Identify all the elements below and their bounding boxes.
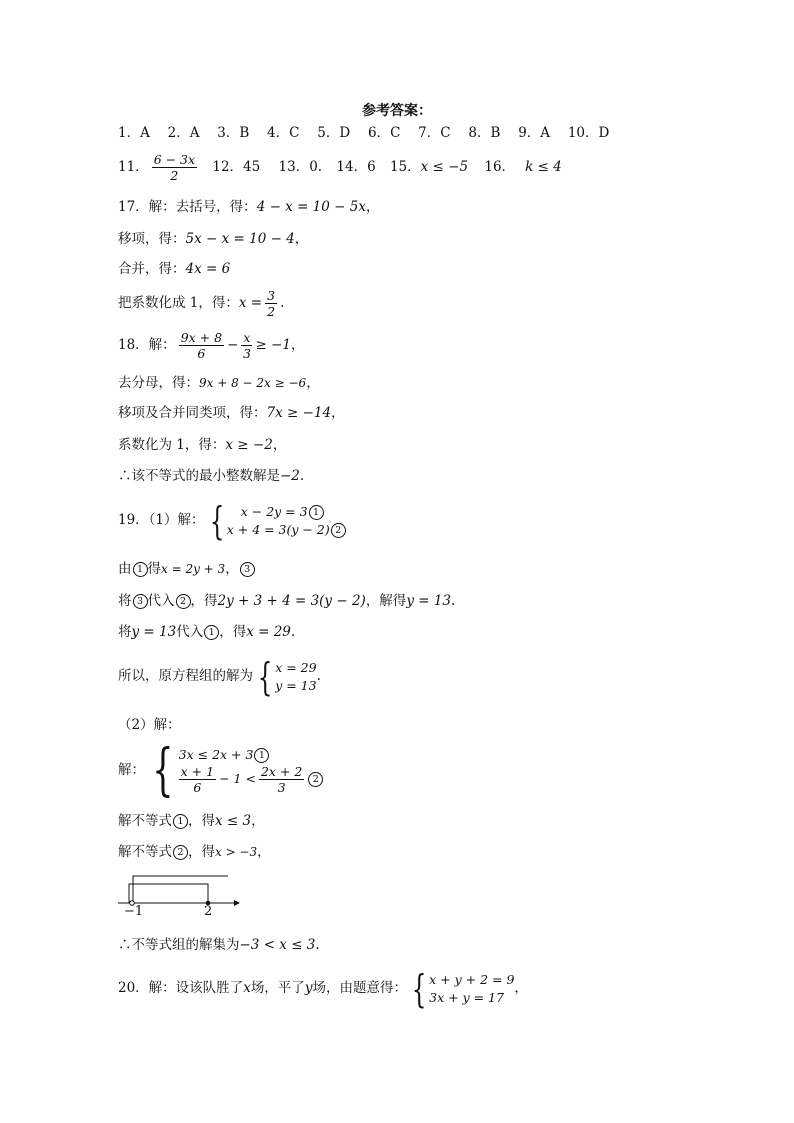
left-brace-icon: { xyxy=(152,737,174,803)
fill-in-answers xyxy=(118,152,562,183)
q19-inequality-2: 解不等式 2 ，得x > −3， xyxy=(118,844,271,860)
q18-fraction-2-denominator: 3 xyxy=(242,346,251,361)
multiple-choice-answers: 1．A 2．A 3．B 4．C 5．D 6．C 7．C 8．B 9．A 10．D xyxy=(118,125,610,141)
q17-step-1-text: 17．解：去括号，得： xyxy=(118,199,257,215)
q19-step-1-a: 由 xyxy=(118,561,132,577)
q17-step-1-math: 4 − x = 10 − 5x xyxy=(256,199,366,215)
q19-step-2-math: 2y + 3 + 4 = 3(y − 2) xyxy=(217,593,366,609)
q19-step-1-math: x = 2y + 3 xyxy=(161,562,226,576)
q19-system-2-fraction-2-denominator: 3 xyxy=(277,780,286,795)
q19-inequality-1-math: x ≤ 3 xyxy=(215,813,252,829)
circled-1-icon: 1 xyxy=(309,505,324,520)
q19-step-2-a: 将 xyxy=(118,593,132,609)
q19-step-2-answer: y = 13 xyxy=(406,593,452,609)
q19-step-3-b: 代入 xyxy=(176,624,204,640)
q17-fraction xyxy=(265,288,277,319)
solution-range-bracket-1 xyxy=(133,876,228,903)
solution-range-bracket-2 xyxy=(129,884,208,903)
q19-system-2 xyxy=(179,746,324,795)
q17-step-3-math: 4x = 6 xyxy=(185,261,231,277)
q19-step-3-answer: x = 29 xyxy=(246,624,291,640)
q19-conclusion: ∴不等式组的解集为−3 < x ≤ 3. xyxy=(118,937,320,953)
q19-step-3-math: y = 13 xyxy=(131,624,177,640)
q19-system-1 xyxy=(227,503,346,539)
number-line-left-label: −1 xyxy=(124,904,144,919)
q17-step-2-text: 移项，得： xyxy=(118,231,186,247)
q19-solution-text: 所以，原方程组的解为 xyxy=(118,668,253,684)
q17-step-2: 移项，得：5x − x = 10 − 4， xyxy=(118,231,309,247)
q17-step-3 xyxy=(118,260,230,278)
q19-solution: 所以，原方程组的解为 { x = 29 y = 13 . xyxy=(118,654,321,699)
q18-step-1-text: 18．解： xyxy=(118,337,176,353)
q16-answer: k ≤ 4 xyxy=(525,159,562,175)
circled-2-icon: 2 xyxy=(331,523,346,538)
q19-inequality-2-math: x > −3 xyxy=(215,845,258,859)
q19-inequality-1-text: 解不等式 xyxy=(118,813,172,829)
q17-step-4: 把系数化成 1，得：x = $\frac{3}{2}$ . xyxy=(118,288,285,319)
q19-step-3-a: 将 xyxy=(118,624,132,640)
q18-step-3-text: 移项及合并同类项，得： xyxy=(118,405,267,421)
q19-part1-label: 19．（1）解： xyxy=(118,512,205,528)
q18-conclusion: ∴该不等式的最小整数解是−2. xyxy=(118,468,305,484)
q18-step-4-math: x ≥ −2 xyxy=(225,437,273,453)
q11-fraction xyxy=(152,152,197,183)
number-line-right-label: 2 xyxy=(204,904,213,919)
q17-step-1: 17．解：去括号，得：4 − x = 10 − 5x， xyxy=(118,199,380,215)
q18-conclusion-math: −2 xyxy=(280,468,300,484)
q19-part2-system-label: 解： xyxy=(118,762,145,778)
q19-inequality-2-b: ，得 xyxy=(188,844,215,860)
q18-fraction-1-numerator: 9x + 8 xyxy=(180,330,223,345)
q18-fraction-1-denominator: 6 xyxy=(197,346,206,361)
circled-2-icon: 2 xyxy=(176,594,191,609)
q19-system-2-mid: − 1 < xyxy=(219,771,256,786)
circled-1-icon: 1 xyxy=(173,814,188,829)
q18-step-2-math: 9x + 8 − 2x ≥ −6 xyxy=(199,376,307,390)
circled-3-icon: 3 xyxy=(133,594,148,609)
q18-step-2-text: 去分母，得： xyxy=(118,375,199,391)
q19-solution-y: y = 13 xyxy=(275,677,317,693)
q19-conclusion-text: ∴不等式组的解集为 xyxy=(118,937,240,953)
circled-2-icon: 2 xyxy=(173,845,188,860)
q19-step-2-b: 代入 xyxy=(147,593,175,609)
q16-label: 16． xyxy=(484,159,516,175)
q14-answer: 14．6 xyxy=(336,159,376,175)
q19-system-2-fraction-1-numerator: x + 1 xyxy=(180,764,215,779)
q18-step-4: 系数化为 1，得：x ≥ −2， xyxy=(118,437,287,453)
circled-1-icon: 1 xyxy=(254,748,269,763)
q11-numerator: 6 − 3x xyxy=(153,152,196,167)
q17-step-2-math: 5x − x = 10 − 4 xyxy=(185,231,295,247)
left-brace-icon: { xyxy=(257,654,273,699)
q19-conclusion-math: −3 < x ≤ 3 xyxy=(239,937,316,953)
q19-part2-label: （2）解： xyxy=(118,717,181,733)
q11-label: 11． xyxy=(118,159,149,175)
q18-step-2: 去分母，得：9x + 8 − 2x ≥ −6， xyxy=(118,375,320,391)
page-title: 参考答案： xyxy=(362,103,432,119)
q20-variable-y: y xyxy=(304,980,313,996)
left-brace-icon: { xyxy=(411,966,427,1011)
q12-answer: 12．45 xyxy=(212,159,261,175)
q20-text-2: 场，平了 xyxy=(250,980,305,996)
q19-step-2-c: ，得 xyxy=(190,593,218,609)
q11-denominator: 2 xyxy=(170,168,179,183)
q19-solution-system xyxy=(275,659,316,695)
q20-system-eq1: x + y + 2 = 9 xyxy=(429,971,515,987)
arrow-right-icon xyxy=(234,900,240,906)
q19-solution-x: x = 29 xyxy=(275,659,317,675)
q17-step-3-text: 合并，得： xyxy=(118,261,186,277)
q15-label: 15． xyxy=(389,159,421,175)
q19-system-1-eq2: x + 4 = 3(y − 2) xyxy=(226,521,330,537)
q19-system-1-eq1: x − 2y = 3 xyxy=(240,503,308,519)
q19-step-1: 由 1 得x = 2y + 3， 3 xyxy=(118,560,255,578)
q17-step-4-lhs: x = xyxy=(238,295,263,311)
circled-2-icon: 2 xyxy=(308,772,323,787)
q19-step-3: 将y = 13代入 1 ，得x = 29. xyxy=(118,624,296,640)
q18-step-4-text: 系数化为 1，得： xyxy=(118,437,226,453)
q17-step-4-text: 把系数化成 1，得： xyxy=(118,295,239,311)
q18-step-3-math: 7x ≥ −14 xyxy=(266,405,332,421)
q18-rhs: ≥ −1 xyxy=(255,337,291,353)
q19-step-2: 将 3 代入 2 ，得2y + 3 + 4 = 3(y − 2)，解得y = 13. xyxy=(118,593,456,609)
q18-fraction-2 xyxy=(241,330,252,361)
q19-system-2-eq1: 3x ≤ 2x + 3 xyxy=(178,747,254,762)
q20-system xyxy=(429,971,514,1007)
q20-text-3: 场，由题意得： xyxy=(312,980,407,996)
left-brace-icon: { xyxy=(209,498,224,543)
q15-answer: x ≤ −5 xyxy=(420,159,469,175)
q19-part2-system xyxy=(118,737,323,803)
q13-answer: 13．0. xyxy=(278,159,323,175)
q20-text-1: 20．解：设该队胜了 xyxy=(118,980,244,996)
q19-inequality-2-text: 解不等式 xyxy=(118,844,172,860)
q19-system-2-fraction-2-numerator: 2x + 2 xyxy=(260,764,303,779)
q18-step-1: 18．解： $\frac{9x + 8}{6}$ − $\frac{x}{3}$ ≥ −1， xyxy=(118,330,305,361)
q19-system-2-fraction-1-denominator: 6 xyxy=(193,780,202,795)
circled-3-icon: 3 xyxy=(240,562,255,577)
q19-step-1-b: 得 xyxy=(147,561,161,577)
q18-fraction-2-numerator: x xyxy=(243,330,251,345)
q18-minus: − xyxy=(227,337,239,353)
q19-system-2-fraction-1 xyxy=(179,764,216,795)
q19-step-2-d: ，解得 xyxy=(365,593,407,609)
q18-fraction-1 xyxy=(179,330,224,361)
circled-1-icon: 1 xyxy=(204,625,219,640)
q19-system-2-fraction-2 xyxy=(259,764,304,795)
q19-part1-system xyxy=(118,498,346,543)
q19-inequality-1: 解不等式 1 ，得x ≤ 3， xyxy=(118,813,265,829)
circled-1-icon: 1 xyxy=(133,562,148,577)
q17-denominator: 2 xyxy=(267,304,276,319)
q20-variable-x: x xyxy=(243,980,251,996)
q19-step-3-c: ，得 xyxy=(219,624,247,640)
q17-numerator: 3 xyxy=(267,288,276,303)
q18-step-3: 移项及合并同类项，得：7x ≥ −14， xyxy=(118,405,345,421)
q20-system-eq2: 3x + y = 17 xyxy=(429,989,504,1005)
q20-setup: 20．解：设该队胜了x场，平了y场，由题意得： { x + y + 2 = 9 3x + y = 17 ， xyxy=(118,966,528,1011)
q18-conclusion-text: ∴该不等式的最小整数解是 xyxy=(118,468,280,484)
q19-inequality-1-b: ，得 xyxy=(188,813,215,829)
